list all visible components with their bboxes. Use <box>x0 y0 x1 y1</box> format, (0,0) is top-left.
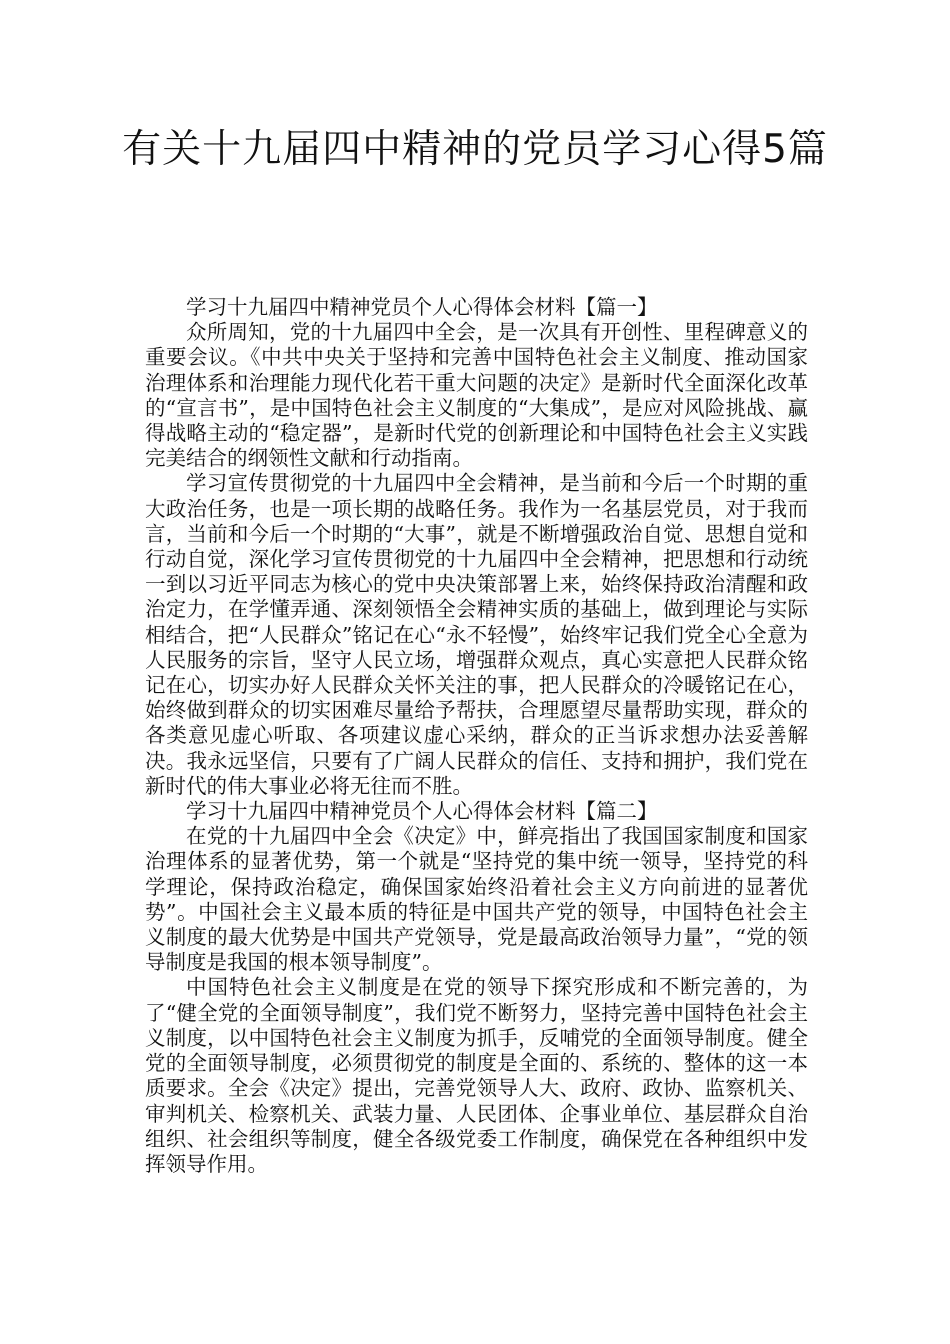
paragraph: 学习宣传贯彻党的十九届四中全会精神，是当前和今后一个时期的重大政治任务，也是一项长期的战略任务。我作为一名基层党员，对于我而言，当前和今后一个时期的“大事”，就是不断增强政治自觉、思想自觉和行动自觉，深化学习宣传贯彻党的十九届四中全会精神，把思想和行动统一到以习近平同志为核心的党中央决策部署上来，始终保持政治清醒和政治定力，在学懂弄通、深刻领悟全会精神实质的基础上，做到理论与实际相结合，把“人民群众”铭记在心“永不轻慢”，始终牢记我们党全心全意为人民服务的宗旨，坚守人民立场，增强群众观点，真心实意把人民群众铭记在心，切实办好人民群众关怀关注的事，把人民群众的冷暖铭记在心，始终做到群众的切实困难尽量给予帮扶，合理愿望尽量帮助实现，群众的各类意见虚心听取、各项建议虚心采纳，群众的正当诉求想办法妥善解决。我永远坚信，只要有了广阔人民群众的信任、支持和拥护，我们党在新时代的伟大事业必将无往而不胜。 <box>145 471 808 798</box>
paragraph: 众所周知，党的十九届四中全会，是一次具有开创性、里程碑意义的重要会议。《中共中央关于坚持和完善中国特色社会主义制度、推动国家治理体系和治理能力现代化若干重大问题的决定》是新时代全面深化改革的“宣言书”，是中国特色社会主义制度的“大集成”，是应对风险挑战、赢得战略主动的“稳定器”，是新时代党的创新理论和中国特色社会主义实践完美结合的纲领性文献和行动指南。 <box>145 320 808 471</box>
paragraph: 中国特色社会主义制度是在党的领导下探究形成和不断完善的，为了“健全党的全面领导制度”，我们党不断努力，坚持完善中国特色社会主义制度，以中国特色社会主义制度为抓手，反哺党的全面领导制度。健全党的全面领导制度，必须贯彻党的制度是全面的、系统的、整体的这一本质要求。全会《决定》提出，完善党领导人大、政府、政协、监察机关、审判机关、检察机关、武装力量、人民团体、企事业单位、基层群众自治组织、社会组织等制度，健全各级党委工作制度，确保党在各种组织中发挥领导作用。 <box>145 975 808 1176</box>
section-heading-2: 学习十九届四中精神党员个人心得体会材料【篇二】 <box>186 799 658 824</box>
paragraph: 在党的十九届四中全会《决定》中，鲜亮指出了我国国家制度和国家治理体系的显著优势，第一个就是“坚持党的集中统一领导，坚持党的科学理论，保持政治稳定，确保国家始终沿着社会主义方向前进的显著优势”。中国社会主义最本质的特征是中国共产党的领导，中国特色社会主义制度的最大优势是中国共产党领导，党是最高政治领导力量”，“党的领导制度是我国的根本领导制度”。 <box>145 824 808 975</box>
document-body <box>145 295 808 1177</box>
section-heading-1: 学习十九届四中精神党员个人心得体会材料【篇一】 <box>186 295 658 319</box>
document-title: 有关十九届四中精神的党员学习心得5篇 <box>122 127 828 172</box>
